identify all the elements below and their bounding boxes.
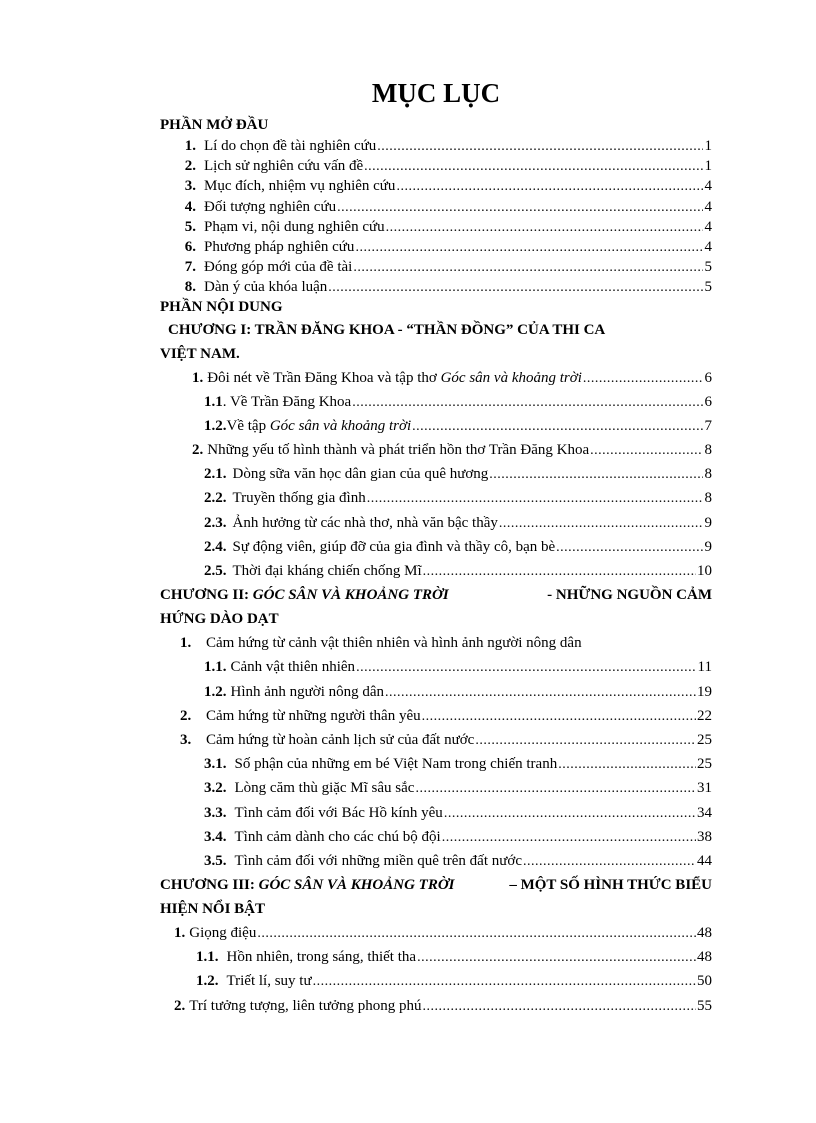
- entry-text: Tình cảm dành cho các chú bộ đội: [234, 828, 441, 845]
- toc-entry-intro-7: [160, 257, 712, 277]
- entry-page: 4: [704, 218, 712, 235]
- toc-entry-ch2-s3: [160, 728, 712, 752]
- entry-number: 2.5.: [204, 563, 227, 579]
- chapter-2-title-line2: HỨNG DÀO DẠT: [160, 611, 279, 628]
- entry-text: Cảm hứng từ những người thân yêu: [206, 707, 421, 724]
- entry-page: 22: [697, 707, 712, 724]
- entry-page: 6: [704, 369, 712, 386]
- entry-number: 3.1.: [204, 756, 227, 773]
- entry-text: Triết lí, suy tư: [226, 973, 312, 990]
- toc-entry-intro-6: [160, 237, 712, 257]
- entry-number: 1.: [184, 138, 196, 154]
- entry-text: Mục đích, nhiệm vụ nghiên cứu: [204, 178, 396, 195]
- dot-leader: [367, 487, 703, 511]
- entry-number: 6.: [184, 238, 196, 255]
- chapter-1-title-line1: CHƯƠNG I: TRẦN ĐĂNG KHOA - “THẦN ĐỒNG” CỦA THI CA: [168, 321, 606, 338]
- toc-entry-ch1-s1-1: [160, 390, 712, 414]
- entry-number: 3.2.: [204, 780, 227, 797]
- toc-entry-intro-3: [160, 176, 712, 196]
- entry-text: Truyền thống gia đình: [232, 490, 366, 507]
- entry-page: 10: [697, 563, 712, 579]
- dot-leader: [583, 367, 703, 391]
- dot-leader: [558, 753, 696, 777]
- entry-number: 1.1: [204, 393, 223, 410]
- content-heading: PHẦN NỘI DUNG: [160, 298, 283, 315]
- entry-page: 7: [704, 417, 712, 434]
- chapter-2-title-line1: CHƯƠNG II: GÓC SÂN VÀ KHOẢNG TRỜI - NHỮNG NGUỒN CẢM: [160, 587, 712, 604]
- entry-page: 9: [704, 514, 712, 531]
- chapter-2-title: [160, 583, 712, 631]
- toc-entry-ch1-s2-4: [160, 535, 712, 559]
- toc-entry-ch2-s1-1: [160, 655, 712, 679]
- entry-number: 2.3.: [204, 514, 227, 531]
- toc-title: MỤC LỤC: [371, 78, 501, 108]
- dot-leader: [412, 415, 703, 439]
- dot-leader: [489, 463, 703, 487]
- entry-number: 2.: [174, 997, 186, 1014]
- chapter-3-title-line1: CHƯƠNG III: GÓC SÂN VÀ KHOẢNG TRỜI – MỘT SỐ HÌNH THỨC BIỂU: [160, 877, 712, 894]
- dot-leader: [377, 137, 703, 157]
- entry-number: 3.5.: [204, 852, 227, 869]
- toc-entry-ch3-s1: [160, 921, 712, 945]
- entry-text: Thời đại kháng chiến chống Mĩ: [232, 563, 422, 579]
- entry-text: Những yếu tố hình thành và phát triển hồn thơ Trần Đăng Khoa: [207, 442, 590, 459]
- entry-text: Cảm hứng từ cảnh vật thiên nhiên và hình ảnh người nông dân: [206, 635, 582, 652]
- entry-text: Đôi nét về Trần Đăng Khoa và tập thơ Góc sân và khoảng trời: [207, 369, 582, 386]
- dot-leader: [352, 391, 703, 415]
- dot-leader: [423, 560, 696, 584]
- dot-leader: [386, 218, 703, 238]
- entry-text: Tình cảm đối với những miền quê trên đất nước: [234, 852, 522, 869]
- entry-text: Tình cảm đối với Bác Hồ kính yêu: [234, 804, 443, 821]
- entry-page: 9: [704, 538, 712, 555]
- entry-number: 3.4.: [204, 828, 227, 845]
- toc-entry-ch2-s1-2: [160, 680, 712, 704]
- entry-number: 7.: [184, 259, 196, 276]
- toc-entry-ch2-s3-2: [160, 776, 712, 800]
- dot-leader: [337, 198, 703, 218]
- entry-number: 2.2.: [204, 490, 227, 507]
- dot-leader: [313, 970, 696, 994]
- entry-text: Đóng góp mới của đề tài: [204, 259, 353, 276]
- entry-page: 25: [697, 756, 712, 773]
- entry-text: Cảm hứng từ hoàn cảnh lịch sử của đất nước: [206, 731, 475, 748]
- entry-number: 1.1.: [204, 659, 227, 676]
- toc-entry-ch1-s1: [160, 366, 712, 390]
- entry-page: 25: [697, 731, 712, 748]
- entry-page: 38: [697, 828, 712, 845]
- dot-leader: [444, 802, 696, 826]
- entry-text: Hồn nhiên, trong sáng, thiết tha: [226, 949, 417, 966]
- toc-entry-ch1-s2: [160, 438, 712, 462]
- toc-entry-intro-5: [160, 217, 712, 237]
- chapter-3-title: [160, 873, 712, 921]
- entry-page: 50: [697, 973, 712, 990]
- entry-text: Về tập Góc sân và khoảng trời: [226, 417, 412, 434]
- chapter-1-title: [160, 318, 712, 366]
- entry-number: 3.: [180, 731, 192, 748]
- toc-entry-ch3-s1-1: [160, 945, 712, 969]
- toc-entry-ch3-s2: [160, 994, 712, 1018]
- entry-number: 1.: [174, 925, 186, 942]
- dot-leader: [364, 157, 703, 177]
- entry-page: 48: [697, 949, 712, 966]
- dot-leader: [328, 278, 703, 298]
- ch2-s3-list: [160, 752, 712, 873]
- entry-page: 19: [697, 683, 712, 700]
- dot-leader: [257, 922, 696, 946]
- entry-number: 3.3.: [204, 804, 227, 821]
- entry-text: Sự động viên, giúp đỡ của gia đình và thầy cô, bạn bè: [232, 538, 556, 555]
- entry-number: 2.4.: [204, 538, 227, 555]
- entry-text: Giọng điệu: [189, 925, 257, 942]
- dot-leader: [353, 258, 703, 278]
- entry-text: Số phận của những em bé Việt Nam trong chiến tranh: [234, 756, 558, 773]
- entry-text: Phạm vi, nội dung nghiên cứu: [204, 218, 385, 235]
- entry-page: 5: [704, 259, 712, 276]
- entry-text: Trí tưởng tượng, liên tưởng phong phú: [189, 997, 422, 1014]
- entry-number: 5.: [184, 218, 196, 235]
- entry-text: Lịch sử nghiên cứu vấn đề: [204, 158, 364, 175]
- entry-text: Ảnh hưởng từ các nhà thơ, nhà văn bậc thầy: [232, 514, 498, 531]
- entry-text: Hình ảnh người nông dân: [230, 683, 385, 700]
- dot-leader: [385, 681, 696, 705]
- entry-number: 1.2.: [204, 683, 227, 700]
- dot-leader: [590, 439, 703, 463]
- dot-leader: [422, 995, 696, 1019]
- toc-entry-ch1-s2-5: [160, 559, 712, 583]
- entry-page: 34: [697, 804, 712, 821]
- entry-text: Dòng sữa văn học dân gian của quê hương: [232, 466, 489, 483]
- entry-text: Đối tượng nghiên cứu: [204, 198, 337, 215]
- entry-number: 1.2.: [204, 417, 227, 434]
- entry-number: 2.: [192, 442, 204, 459]
- entry-text: Dàn ý của khóa luận: [204, 279, 328, 296]
- entry-number: 3.: [184, 178, 196, 195]
- toc-entry-ch1-s2-2: [160, 486, 712, 510]
- toc-entry-intro-2: [160, 156, 712, 176]
- toc-page: [160, 76, 712, 1018]
- entry-number: 2.: [184, 158, 196, 175]
- dot-leader: [499, 512, 703, 536]
- entry-page: 31: [697, 780, 712, 797]
- chapter-1-title-line2: VIỆT NAM.: [160, 345, 240, 362]
- ch3-s1-list: [160, 945, 712, 993]
- entry-number: 8.: [184, 279, 196, 296]
- entry-text: Lí do chọn đề tài nghiên cứu: [204, 138, 377, 154]
- toc-entry-ch2-s3-3: [160, 801, 712, 825]
- entry-number: 2.1.: [204, 466, 227, 483]
- toc-entry-ch1-s2-1: [160, 462, 712, 486]
- intro-heading: PHẦN MỞ ĐẦU: [160, 117, 269, 133]
- entry-page: 44: [697, 852, 712, 869]
- ch2-s1-list: [160, 655, 712, 703]
- entry-number: 2.: [180, 707, 192, 724]
- dot-leader: [415, 777, 696, 801]
- dot-leader: [417, 946, 696, 970]
- entry-page: 1: [704, 158, 712, 175]
- entry-page: 4: [704, 238, 712, 255]
- entry-page: 8: [704, 442, 712, 459]
- entry-page: 8: [704, 466, 712, 483]
- entry-page: 6: [704, 393, 712, 410]
- entry-text: Cảnh vật thiên nhiên: [230, 659, 356, 676]
- toc-entry-ch3-s1-2: [160, 969, 712, 993]
- entry-page: 5: [704, 279, 712, 296]
- toc-entry-ch2-s3-4: [160, 825, 712, 849]
- entry-page: 11: [697, 659, 712, 676]
- dot-leader: [556, 536, 703, 560]
- dot-leader: [356, 656, 696, 680]
- chapter-3-title-line2: HIỆN NỔI BẬT: [160, 901, 266, 918]
- dot-leader: [355, 238, 703, 258]
- entry-number: 1.: [192, 369, 204, 386]
- dot-leader: [396, 177, 703, 197]
- entry-page: 4: [704, 178, 712, 195]
- toc-entry-ch1-s2-3: [160, 511, 712, 535]
- entry-text: Phương pháp nghiên cứu: [204, 238, 355, 255]
- intro-list: [160, 136, 712, 298]
- entry-page: 55: [697, 997, 712, 1014]
- toc-entry-ch2-s3-1: [160, 752, 712, 776]
- entry-page: 1: [704, 138, 712, 154]
- entry-page: 4: [704, 198, 712, 215]
- toc-entry-ch2-s3-5: [160, 849, 712, 873]
- entry-page: 8: [704, 490, 712, 507]
- toc-entry-intro-4: [160, 197, 712, 217]
- entry-text: . Về Trần Đăng Khoa: [222, 393, 352, 410]
- dot-leader: [422, 705, 696, 729]
- entry-number: 1.1.: [196, 949, 219, 966]
- entry-number: 1.2.: [196, 973, 219, 990]
- dot-leader: [475, 729, 696, 753]
- entry-number: 4.: [184, 198, 196, 215]
- entry-text: Lòng căm thù giặc Mĩ sâu sắc: [234, 780, 415, 797]
- toc-entry-intro-8: [160, 277, 712, 297]
- toc-entry-ch2-s1: [160, 631, 712, 655]
- toc-entry-intro-1: [160, 136, 712, 156]
- ch1-s2-list: [160, 462, 712, 583]
- entry-number: 1.: [180, 635, 192, 652]
- toc-entry-ch2-s2: [160, 704, 712, 728]
- toc-entry-ch1-s1-2: [160, 414, 712, 438]
- dot-leader: [523, 850, 696, 874]
- entry-page: 48: [697, 925, 712, 942]
- dot-leader: [442, 826, 696, 850]
